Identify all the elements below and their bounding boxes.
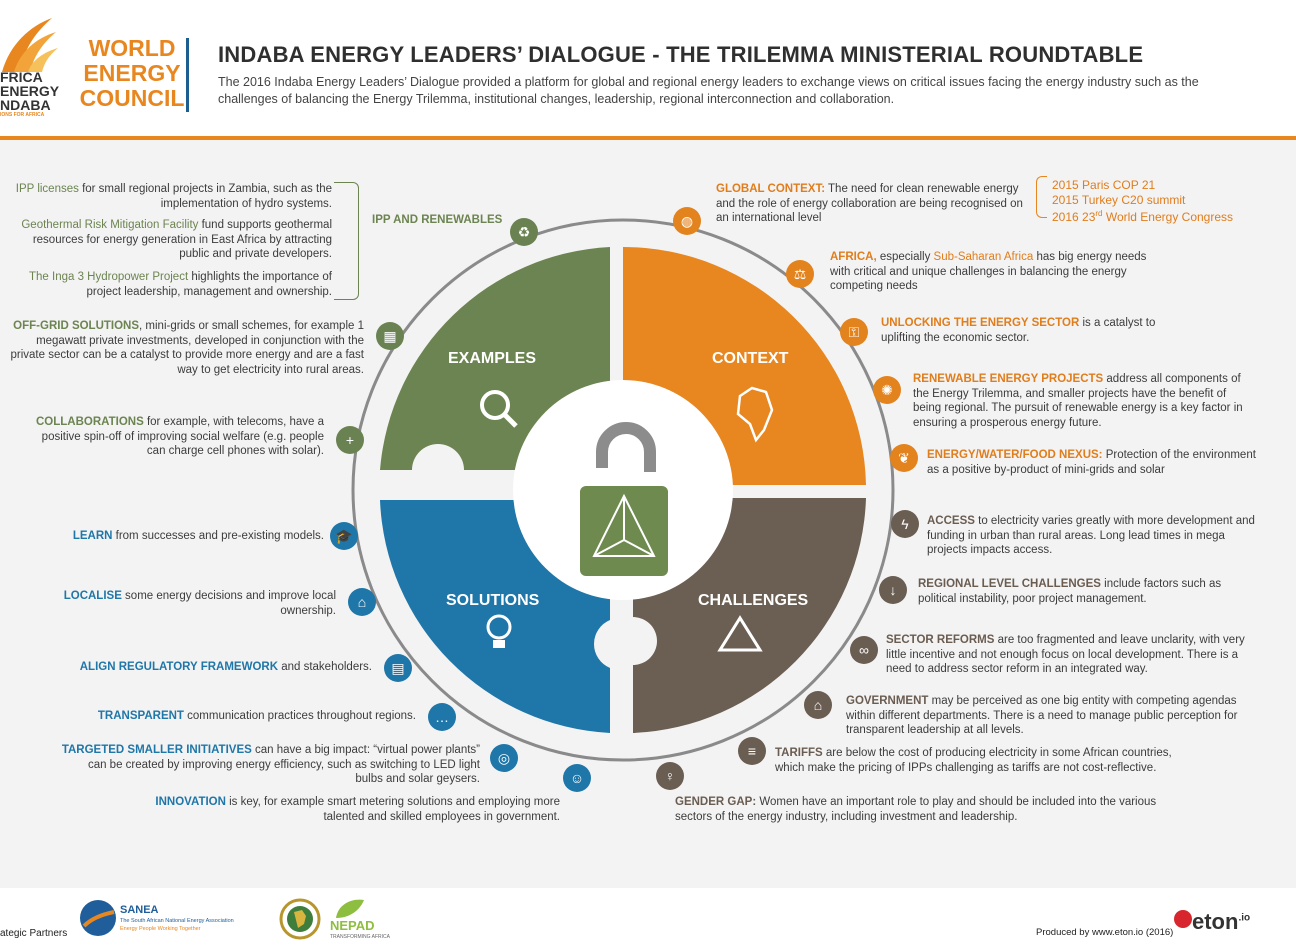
government-building-icon: ⌂ — [804, 691, 832, 719]
download-arrow-icon: ↓ — [879, 576, 907, 604]
learn-text: LEARN from successes and pre-existing models. — [72, 530, 324, 542]
header-divider — [0, 136, 1296, 140]
regional-challenges-text: REGIONAL LEVEL CHALLENGES include factors such as political instability, poor project management. — [918, 578, 1222, 605]
ipp-renewables-label: IPP AND RENEWABLES — [372, 214, 503, 226]
document-search-icon: ▤ — [384, 654, 412, 682]
events-bracket — [1036, 176, 1047, 218]
sanea-tagline: Energy People Working Together — [120, 926, 201, 932]
targeted-text: TARGETED SMALLER INITIATIVES can have a big impact: “virtual power plants” can be created by improving energy efficiency, such as switching to LED light bulbs and solar geysers. — [61, 744, 480, 785]
balance-scale-icon: ⚖ — [786, 260, 814, 288]
lightning-icon: ϟ — [891, 510, 919, 538]
eton-logo-icon — [1174, 910, 1192, 928]
home-icon: ⌂ — [348, 588, 376, 616]
head-idea-icon: ☺ — [563, 764, 591, 792]
tariffs-text: TARIFFS are below the cost of producing electricity in some African countries, which make the pricing of IPPs challenging as tariffs are not cost-reflective. — [775, 747, 1172, 774]
quadrant-context-label: CONTEXT — [712, 350, 789, 367]
produced-by-text: Produced by www.eton.io (2016) — [1036, 927, 1174, 938]
sanea-name: SANEA — [120, 904, 159, 916]
inga-text: The Inga 3 Hydropower Project highlights the importance of project leadership, management and ownership. — [28, 271, 332, 298]
african-union-emblem-icon — [278, 898, 322, 940]
link-chain-icon: ∞ — [850, 636, 878, 664]
leaf-hand-icon: ❦ — [890, 444, 918, 472]
graduation-cap-icon: 🎓 — [330, 522, 358, 550]
globe-icon: ◍ — [673, 207, 701, 235]
unlocking-text: UNLOCKING THE ENERGY SECTOR is a catalyst to uplifting the economic sector. — [881, 317, 1156, 344]
indaba-logo-line-3: NDABA — [0, 97, 51, 113]
innovation-text: INNOVATION is key, for example smart metering solutions and employing more talented and skilled employees in government. — [155, 796, 560, 823]
indaba-logo-line-2: ENERGY — [0, 83, 60, 99]
money-stack-icon: ≡ — [738, 737, 766, 765]
events-list — [1052, 178, 1233, 225]
chat-bubble-icon: … — [428, 703, 456, 731]
event-c20: 2015 Turkey C20 summit — [1052, 192, 1186, 207]
indaba-logo-flame-icon — [0, 14, 60, 74]
key-icon: ⚿ — [840, 318, 868, 346]
nexus-text: ENERGY/WATER/FOOD NEXUS: Protection of the environment as a positive by-product of mini-grids and solar — [927, 449, 1256, 476]
align-text: ALIGN REGULATORY FRAMEWORK and stakeholders. — [79, 661, 372, 673]
wec-divider — [186, 38, 189, 112]
wec-line-2: ENERGY — [83, 60, 181, 86]
quadrant-challenges-label: CHALLENGES — [698, 592, 809, 609]
nepad-leaf-icon — [332, 896, 368, 920]
geothermal-text: Geothermal Risk Mitigation Facility fund supports geothermal resources for energy generation in East Africa by attracting public and private developers. — [21, 219, 332, 260]
sanea-logo-icon — [78, 898, 118, 938]
renewables-cycle-icon: ♻ — [510, 218, 538, 246]
puzzle-grid-icon: ▦ — [376, 322, 404, 350]
collaborations-text: COLLABORATIONS for example, with telecoms, have a positive spin-off of improving social welfare (e.g. people can charge cell phones with solar). — [35, 416, 324, 457]
sector-reforms-text: SECTOR REFORMS are too fragmented and leave unclarity, with very little incentive and not enough focus on local development. There is a need to address sector reform in an integrated way. — [886, 634, 1245, 675]
government-text: GOVERNMENT may be perceived as one big entity with competing agendas within different departments. There is a need to manage public perception for transparent leadership at all levels. — [846, 695, 1238, 736]
wec-line-1: WORLD — [88, 35, 176, 61]
wec-line-3: COUNCIL — [79, 85, 185, 111]
africa-text: AFRICA, especially Sub-Saharan Africa has big energy needs with critical and unique challenges in balancing the energy competing needs — [830, 251, 1147, 292]
event-cop21: 2015 Paris COP 21 — [1052, 178, 1156, 192]
renewable-projects-text: RENEWABLE ENERGY PROJECTS address all components of the Energy Trilemma, and smaller projects have the benefit of being regional. The pursuit of renewable energy is a key factor in ensuring a prosperous energy future. — [913, 373, 1243, 429]
global-context-text: GLOBAL CONTEXT: The need for clean renewable energy and the role of energy collaboration are being recognised on an international level — [716, 183, 1023, 224]
header — [0, 0, 1296, 138]
target-icon: ◎ — [490, 744, 518, 772]
nepad-name: NEPAD — [330, 918, 375, 933]
sun-wind-icon: ✺ — [873, 376, 901, 404]
ipp-bracket — [334, 182, 359, 300]
gender-gap-text: GENDER GAP: Women have an important role to play and should be included into the various sectors of the energy industry, including investment and leadership. — [675, 796, 1157, 823]
offgrid-text: OFF-GRID SOLUTIONS, mini-grids or small schemes, for example 1 megawatt private investments, developed in conjunction with the private sector can be a catalyst to provide more energy and are a fast way to get electricity into rural areas. — [10, 320, 364, 376]
partners-label: ategic Partners — [0, 928, 68, 939]
quadrant-examples-label: EXAMPLES — [448, 350, 537, 367]
female-symbol-icon: ♀ — [656, 762, 684, 790]
page-title: INDABA ENERGY LEADERS’ DIALOGUE - THE TRILEMMA MINISTERIAL ROUNDTABLE — [218, 42, 1144, 67]
indaba-logo-tagline: IONS FOR AFRICA — [0, 112, 45, 118]
sanea-subtitle: The South African National Energy Association — [120, 918, 234, 924]
quadrant-solutions-label: SOLUTIONS — [446, 592, 540, 609]
intro-text: The 2016 Indaba Energy Leaders’ Dialogue provided a platform for global and regional energy leaders to exchange views on critical issues facing the energy industry such as the challenges of balancing the Energy Trilemma, institutional changes, leadership, regional interconnection and collaboration. — [218, 75, 1199, 106]
localise-text: LOCALISE some energy decisions and improve local ownership. — [63, 590, 336, 617]
indaba-logo-line-1: FRICA — [0, 69, 43, 85]
eton-logo-text: eton$^{.io}$ — [1192, 909, 1251, 934]
add-people-icon: + — [336, 426, 364, 454]
transparent-text: TRANSPARENT communication practices throughout regions. — [97, 710, 416, 722]
ipp-licenses-text: IPP licenses for small regional projects in Zambia, such as the implementation of hydro systems. — [15, 183, 332, 210]
wec-logo — [72, 36, 192, 111]
event-wec: 2016 23rd World Energy Congress — [1052, 209, 1234, 224]
access-text: ACCESS to electricity varies greatly with more development and funding in urban than rural areas. Long lead times in mega projects impacts access. — [927, 515, 1255, 556]
nepad-subtitle: TRANSFORMING AFRICA — [330, 934, 391, 940]
